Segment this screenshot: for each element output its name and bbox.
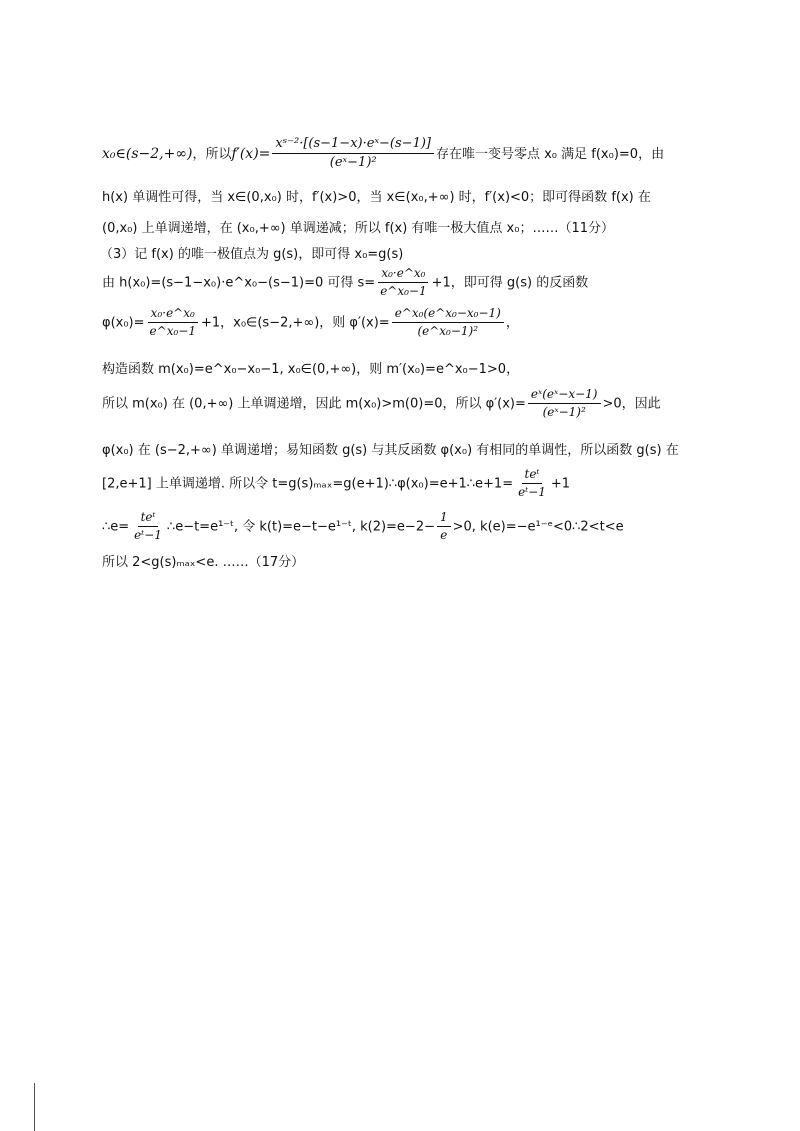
- line-3: (0,x₀) 上单调递增，在 (x₀,+∞) 单调递减；所以 f(x) 有唯一极大值点 x₀；……（11分）: [102, 221, 615, 236]
- phi-prime-fraction-2: $\frac{\text{eˣ(eˣ−x−1)}}{\text{(eˣ−1)²}}$: [528, 387, 601, 420]
- line-5: 由 h(x₀)=(s−1−x₀)·e^x₀−(s−1)=0 可得 s= $\frac{\text{x₀·e\textasciicircum{}x₀}}{\text{e\textasciicircum{}x₀−1}}$ +1，即可得 g(s) 的反函数: [102, 266, 589, 298]
- line-10: [2,e+1] 上单调递增. 所以令 t=g(s)ₘₐₓ=g(e+1)∴φ(x₀)=e+1∴e+1= $\frac{\text{teᵗ}}{\text{eᵗ−1}}$ +1: [102, 467, 571, 499]
- domain-expression: x₀∈(s−2,+∞): [102, 145, 193, 162]
- s-fraction: $\frac{\text{x₀·e\textasciicircum{}x₀}}{\text{e\textasciicircum{}x₀−1}}$: [380, 266, 427, 298]
- line-12: 所以 2<g(s)ₘₐₓ<e. ……（17分）: [102, 555, 305, 570]
- line-4: （3）记 f(x) 的唯一极值点为 g(s)，即可得 x₀=g(s): [100, 247, 404, 262]
- one-over-e-fraction: $\frac{1}{e}$: [437, 510, 451, 543]
- line-2: h(x) 单调性可得，当 x∈(0,x₀) 时，f′(x)>0，当 x∈(x₀,+∞) 时，f′(x)<0；即可得函数 f(x) 在: [102, 190, 651, 205]
- margin-rule: [34, 1083, 35, 1131]
- line-9: φ(x₀) 在 (s−2,+∞) 单调递增；易知函数 g(s) 与其反函数 φ(x₀) 有相同的单调性，所以函数 g(s) 在: [102, 443, 679, 458]
- derivative-fraction: $\frac{\text{xˢ⁻²·[(s−1−x)·eˣ−(s−1)]}}{\text{(eˣ−1)²}}$: [272, 136, 434, 172]
- line-11: ∴e= $\frac{\text{teᵗ}}{\text{eᵗ−1}}$ ∴e−t=e¹⁻ᵗ, 令 k(t)=e−t−e¹⁻ᵗ, k(2)=e−2− $\frac{1}{e}$ >0, k(e)=−e¹⁻ᵉ<0∴2<t<e: [102, 510, 624, 542]
- line-8: 所以 m(x₀) 在 (0,+∞) 上单调递增，因此 m(x₀)>m(0)=0，所以 φ′(x)= $\frac{\text{eˣ(eˣ−x−1)}}{\text{(eˣ−1)²}}$ >0，因此: [102, 387, 661, 419]
- line-1: x₀∈(s−2,+∞)，所以f′(x)= $\frac{\text{xˢ⁻²·[(s−1−x)·eˣ−(s−1)]}}{\text{(eˣ−1)²}}$ 存在唯一变号零点 x₀ 满足 f(x₀)=0，由: [102, 136, 665, 171]
- e-fraction: $\frac{\text{teᵗ}}{\text{eᵗ−1}}$: [134, 510, 162, 542]
- line-6: φ(x₀)= $\frac{\text{x₀·e\textasciicircum{}x₀}}{\text{e\textasciicircum{}x₀−1}}$ +1，x₀∈(s−2,+∞)，则 φ′(x)= $\frac{\text{e\textasciicircum{}x₀(e\textasciicircum{}x₀−x₀−1)}}{\text{(e\textasciicircum{}x₀−1)²}}$ ，: [102, 306, 519, 338]
- t-fraction: $\frac{\text{teᵗ}}{\text{eᵗ−1}}$: [518, 467, 546, 499]
- line-7: 构造函数 m(x₀)=e^x₀−x₀−1, x₀∈(0,+∞)，则 m′(x₀)=e^x₀−1>0，: [102, 362, 520, 377]
- phi-fraction: $\frac{\text{x₀·e\textasciicircum{}x₀}}{\text{e\textasciicircum{}x₀−1}}$: [149, 306, 196, 338]
- phi-prime-fraction: $\frac{\text{e\textasciicircum{}x₀(e\textasciicircum{}x₀−x₀−1)}}{\text{(e\textasciicircum{}x₀−1)²}}$: [392, 306, 504, 339]
